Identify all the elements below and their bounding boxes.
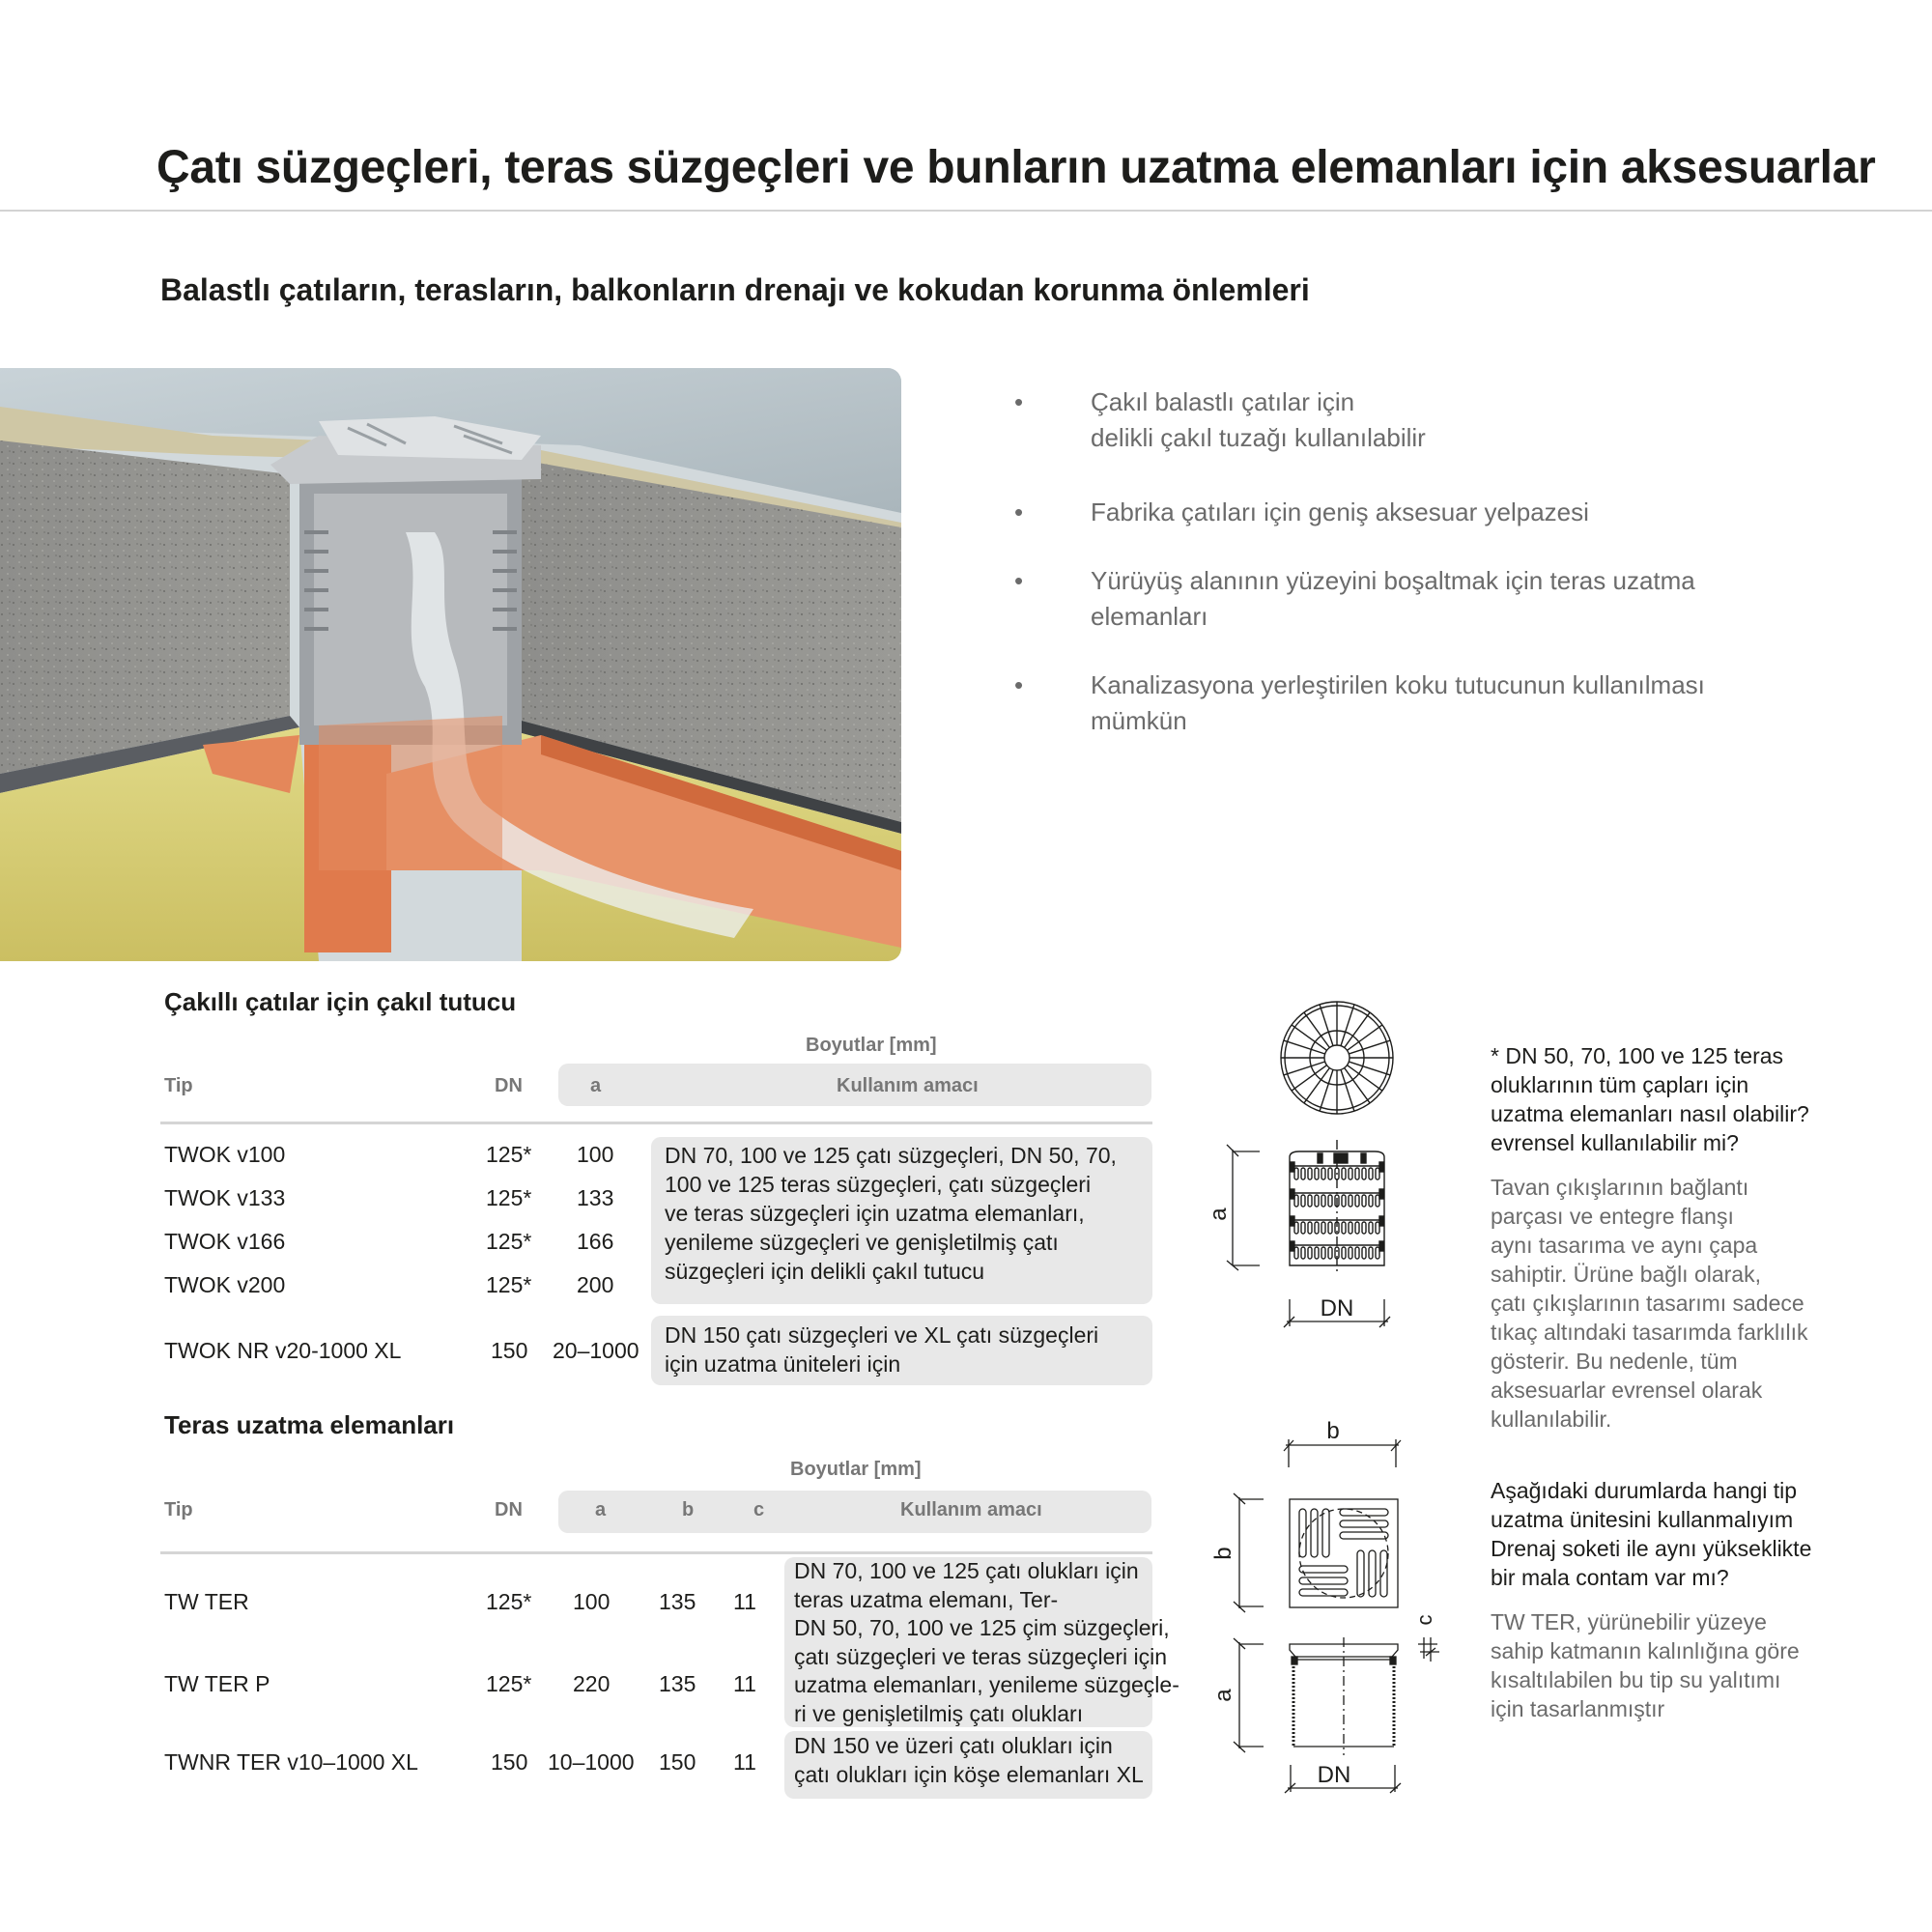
faq-answer-2: TW TER, yürünebilir yüzeye sahip katmanın kalınlığına göre kısaltılabilen bu tip su yalıtımı için tasarlanmıştır [1491, 1609, 1800, 1721]
dim-label-b-side: b [1210, 1547, 1236, 1560]
slot [1342, 1168, 1346, 1179]
col-tip: Tip [164, 1499, 193, 1520]
table-cell-tip: TWNR TER v10–1000 XL [164, 1749, 418, 1775]
dim-label-a: a [1206, 1208, 1232, 1221]
slot [1362, 1222, 1366, 1234]
terrace-header-rule [160, 1551, 1152, 1554]
grate-spoke [1284, 1040, 1325, 1054]
terrace-table-heading: Teras uzatma elemanları [164, 1410, 455, 1439]
col-c: c [753, 1499, 765, 1520]
title-divider [0, 210, 1932, 212]
slot [1301, 1247, 1305, 1259]
slot [1301, 1195, 1305, 1207]
slot [1362, 1247, 1366, 1259]
table-cell-c: 11 [733, 1749, 756, 1775]
grate-spoke [1320, 1069, 1333, 1111]
dim-label-a: a [1210, 1689, 1236, 1702]
grate-spoke [1349, 1040, 1390, 1054]
terrace-dimensions-header: Boyutlar [mm] [790, 1459, 922, 1480]
slot [1308, 1222, 1312, 1234]
col-a: a [595, 1499, 607, 1520]
product-photo [0, 368, 901, 961]
gravel-table-heading: Çakıllı çatılar için çakıl tutucu [164, 987, 517, 1016]
table-cell-a: 20–1000 [553, 1338, 639, 1363]
rib [1379, 1189, 1383, 1199]
gravel-purpose-2: DN 150 çatı süzgeçleri ve XL çatı süzgeçleri için uzatma üniteleri için [651, 1316, 1152, 1385]
rib [1379, 1162, 1383, 1172]
slot [1328, 1247, 1332, 1259]
rib [1379, 1241, 1383, 1251]
slot [1349, 1168, 1352, 1179]
feature-item: • Yürüyüş alanının yüzeyini boşaltmak için teras uzatma elemanları [1005, 563, 1874, 635]
table-cell-a: 100 [573, 1589, 611, 1614]
slot [1349, 1195, 1352, 1207]
slot [1328, 1222, 1332, 1234]
table-cell-dn: 125* [486, 1185, 532, 1210]
slot [1315, 1168, 1319, 1179]
roof-drain-cutaway-illustration [0, 368, 901, 961]
dimension-b-top [1284, 1439, 1401, 1467]
slot [1342, 1222, 1346, 1234]
slot [1355, 1222, 1359, 1234]
col-dn: DN [495, 1499, 523, 1520]
faq-question-1: * DN 50, 70, 100 ve 125 teras oluklarının tüm çapları için uzatma elemanları nasıl olabilir? evrensel kullanılabilir mi? [1491, 1043, 1809, 1155]
dimension-a [1234, 1638, 1264, 1752]
dimension-b-side [1234, 1493, 1264, 1612]
col-tip: Tip [164, 1075, 193, 1096]
page-subtitle: Balastlı çatıların, terasların, balkonların drenajı ve kokudan korunma önlemleri [160, 272, 1310, 307]
table-cell-b: 135 [659, 1589, 696, 1614]
gravel-trap-side-view [1290, 1140, 1384, 1275]
dimension-a [1227, 1145, 1260, 1270]
grate-spoke [1341, 1005, 1354, 1046]
table-cell-c: 11 [733, 1671, 756, 1696]
slot [1362, 1195, 1366, 1207]
rib [1291, 1241, 1294, 1251]
grate-spoke [1320, 1005, 1333, 1046]
terrace-grate-top-view [1290, 1499, 1398, 1607]
terrace-purpose-2: DN 150 ve üzeri çatı olukları için çatı olukları için köşe elemanları XL [784, 1731, 1152, 1799]
grate-spoke [1341, 1069, 1354, 1111]
table-cell-dn: 150 [491, 1338, 528, 1363]
feature-item: • Çakıl balastlı çatılar için delikli çakıl tuzağı kullanılabilir [1005, 384, 1874, 456]
table-cell-a: 133 [577, 1185, 614, 1210]
gravel-purpose-1: DN 70, 100 ve 125 çatı süzgeçleri, DN 50, 70, 100 ve 125 teras süzgeçleri, çatı süzgeçleri ve teras süzgeçleri için uzatma elemanları, yenileme süzgeçleri ve genişletilmiş çatı süzgeçleri için delikli çakıl tutucu [651, 1137, 1152, 1304]
rib [1379, 1216, 1383, 1226]
slot [1355, 1247, 1359, 1259]
table-cell-tip: TWOK v100 [164, 1142, 286, 1167]
slot [1369, 1195, 1373, 1207]
dim-label-b-top: b [1326, 1418, 1340, 1444]
feature-item: • Fabrika çatıları için geniş aksesuar yelpazesi [1005, 495, 1874, 530]
dim-label-dn: DN [1320, 1295, 1354, 1321]
slot [1362, 1168, 1366, 1179]
faq-question-2: Aşağıdaki durumlarda hangi tip uzatma ünitesini kullanmalıyım Drenaj soketi ile aynı yükseklikte bir mala contam var mı? [1491, 1478, 1812, 1590]
faq-answer-1: Tavan çıkışlarının bağlantı parçası ve entegre flanşı aynı tasarıma ve aynı çapa sahiptir. Ürüne bağlı olarak, çatı çıkışlarının tasarımı sadece tıkaç altındaki tasarımda farklılık gösterir. Bu nedenle, tüm aksesuarlar evrensel olarak kullanılabilir. [1491, 1175, 1808, 1432]
rib [1291, 1162, 1294, 1172]
col-a: a [590, 1075, 602, 1096]
gravel-trap-top-view [1281, 1002, 1393, 1114]
slot [1355, 1168, 1359, 1179]
slot [1369, 1168, 1373, 1179]
gravel-dimensions-header: Boyutlar [mm] [806, 1035, 937, 1056]
col-purpose: Kullanım amacı [837, 1075, 979, 1096]
table-cell-dn: 125* [486, 1229, 532, 1254]
table-cell-a: 10–1000 [548, 1749, 635, 1775]
table-cell-b: 135 [659, 1671, 696, 1696]
slot [1369, 1247, 1373, 1259]
table-cell-a: 220 [573, 1671, 611, 1696]
dimension-c [1418, 1637, 1439, 1662]
terrace-extension-drawing [1198, 1406, 1468, 1802]
rib [1291, 1189, 1294, 1199]
gravel-trap-drawing [1198, 990, 1449, 1357]
table-cell-b: 150 [659, 1749, 696, 1775]
slot [1301, 1168, 1305, 1179]
slot [1321, 1247, 1325, 1259]
table-cell-tip: TWOK v133 [164, 1185, 286, 1210]
slot [1321, 1222, 1325, 1234]
slot [1355, 1195, 1359, 1207]
table-cell-tip: TWOK v166 [164, 1229, 286, 1254]
table-cell-c: 11 [733, 1589, 756, 1614]
table-cell-a: 166 [577, 1229, 614, 1254]
bullet-icon: • [1014, 497, 1024, 526]
slot [1328, 1195, 1332, 1207]
slot [1349, 1247, 1352, 1259]
table-cell-tip: TW TER P [164, 1671, 270, 1696]
slot [1315, 1195, 1319, 1207]
dim-label-dn: DN [1317, 1762, 1351, 1788]
dim-label-c: c [1412, 1614, 1436, 1626]
slot [1308, 1168, 1312, 1179]
slot [1369, 1222, 1373, 1234]
page-title: Çatı süzgeçleri, teras süzgeçleri ve bunların uzatma elemanları için aksesuarlar [156, 142, 1876, 193]
slot [1315, 1247, 1319, 1259]
slot [1349, 1222, 1352, 1234]
col-dn: DN [495, 1075, 523, 1096]
terrace-extension-side-view [1290, 1637, 1398, 1755]
table-cell-dn: 125* [486, 1142, 532, 1167]
bullet-icon: • [1014, 566, 1024, 595]
table-cell-tip: TW TER [164, 1589, 249, 1614]
slot [1301, 1222, 1305, 1234]
terrace-purpose-1: DN 70, 100 ve 125 çatı olukları için teras uzatma elemanı, Ter- DN 50, 70, 100 ve 125 çim süzgeçleri, çatı süzgeçleri ve teras süzgeçleri için uzatma elemanları, yenileme süzgeçle- ri ve genişletilmiş çatı olukları [784, 1557, 1152, 1727]
grate-spoke [1349, 1062, 1390, 1075]
slot [1342, 1195, 1346, 1207]
bullet-icon: • [1014, 387, 1024, 416]
table-cell-a: 200 [577, 1272, 614, 1297]
table-cell-tip: TWOK NR v20-1000 XL [164, 1338, 402, 1363]
rib [1291, 1216, 1294, 1226]
slot [1308, 1247, 1312, 1259]
col-purpose: Kullanım amacı [900, 1499, 1042, 1520]
table-cell-a: 100 [577, 1142, 614, 1167]
col-b: b [682, 1499, 695, 1520]
table-cell-dn: 125* [486, 1671, 532, 1696]
slot [1315, 1222, 1319, 1234]
terrace-header-box [558, 1491, 1151, 1533]
table-cell-dn: 125* [486, 1272, 532, 1297]
slot [1328, 1168, 1332, 1179]
slot [1321, 1195, 1325, 1207]
slot [1321, 1168, 1325, 1179]
gravel-header-rule [160, 1122, 1152, 1124]
table-cell-dn: 150 [491, 1749, 528, 1775]
table-cell-tip: TWOK v200 [164, 1272, 286, 1297]
feature-item: • Kanalizasyona yerleştirilen koku tutucunun kullanılması mümkün [1005, 668, 1874, 739]
slot [1308, 1195, 1312, 1207]
table-cell-dn: 125* [486, 1589, 532, 1614]
grate-spoke [1284, 1062, 1325, 1075]
slot [1342, 1247, 1346, 1259]
bullet-icon: • [1014, 670, 1024, 699]
feature-list [1005, 384, 1874, 772]
